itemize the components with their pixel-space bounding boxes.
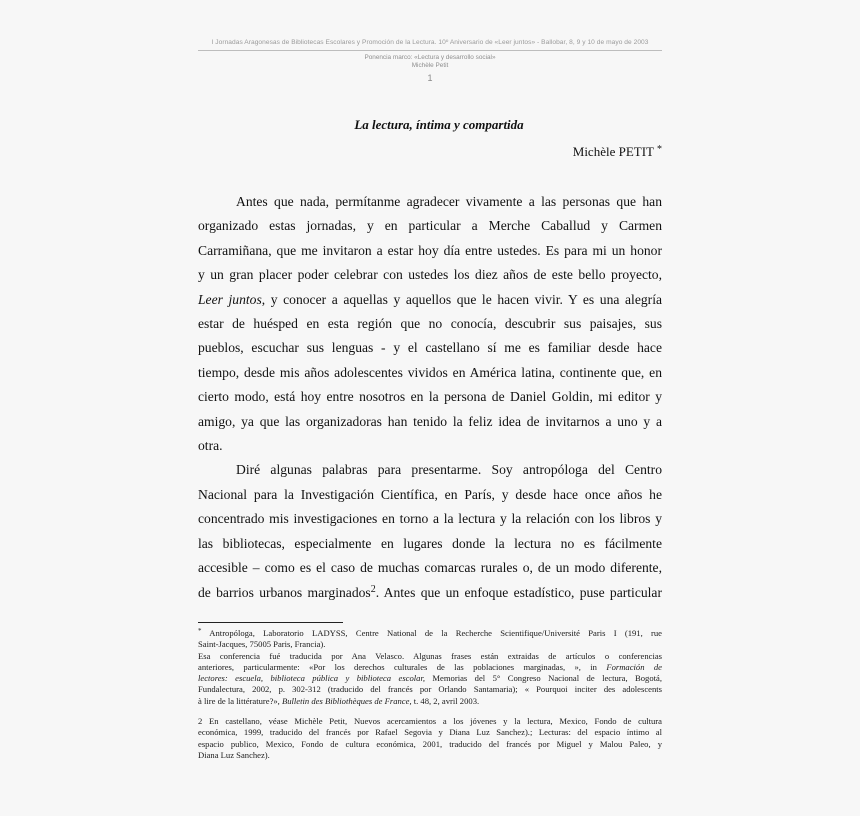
text-line: pueblos, escuchar sus lenguas - y el castellano sí me es familiar desde hace bbox=[198, 340, 662, 356]
footnote-translation bbox=[198, 651, 662, 707]
footnote-line: Saint-Jacques, 75005 Paris, Francia). bbox=[198, 639, 326, 650]
footnote-line: Esa conferencia fué traducida por Ana Velasco. Algunas frases están extraidas de artículos o conferencias bbox=[198, 650, 662, 661]
text-line: cierto modo, está hoy entre nosotros en la persona de Daniel Goldin, mi editor y bbox=[198, 389, 662, 405]
text-line: estar de huésped en esta región que no conocía, descubrir sus paisajes, sus bbox=[198, 316, 662, 332]
footnote-mark: * bbox=[198, 627, 202, 635]
footnote-line: espacio publico, Mexico, Fondo de cultura económica, 2001, traducido del francés por Miguel y Malou Paleo, y bbox=[198, 738, 662, 749]
footnote-ref-2[interactable]: 2 bbox=[370, 583, 376, 595]
text-line: otra. bbox=[198, 438, 223, 454]
text-line: Antes que nada, permítanme agradecer vivamente a las personas que han bbox=[236, 194, 662, 209]
author-name: Michèle PETIT bbox=[572, 144, 654, 159]
footnote-spacer bbox=[198, 707, 662, 716]
text-line: las bibliotecas, especialmente en lugares donde la lectura no es fácilmente bbox=[198, 535, 662, 551]
text-segment: , t. 48, 2, avril 2003. bbox=[409, 695, 480, 706]
text-line: organizado estas jornadas, y en particular a Merche Caballud y Carmen bbox=[198, 218, 662, 234]
header-author-line: Michèle Petit bbox=[411, 62, 449, 69]
footnote-line: Diana Luz Sanchez). bbox=[198, 749, 270, 760]
running-header: I Jornadas Aragonesas de Bibliotecas Escolares y Promoción de la Lectura. 10º Aniversario de «Leer juntos» - Ballobar, 8, 9 y 10 de mayo de 2003 bbox=[198, 38, 662, 51]
text-segment: . Antes que un enfoque estadístico, puse particular bbox=[375, 584, 662, 600]
author-footnote-mark[interactable]: * bbox=[657, 144, 662, 155]
text-segment: à lire de la littérature?», bbox=[198, 695, 282, 706]
paragraph-2 bbox=[198, 458, 662, 604]
footnote-line: Fundalectura, 2002, p. 302-312 (traducido del francés por Orlando Santamaria); « Pourquoi inciter des adolescents bbox=[198, 684, 662, 695]
footnote-line bbox=[198, 696, 662, 707]
text-line bbox=[198, 288, 662, 312]
document-title: La lectura, íntima y compartida bbox=[354, 117, 524, 132]
footnote-2 bbox=[198, 716, 662, 761]
text-line: amigo, ya que las organizadoras han tenido la feliz idea de invitarnos a uno y a bbox=[198, 413, 662, 429]
text-line: concentrado mis investigaciones en torno a la lectura y la relación con los libros y bbox=[198, 511, 662, 527]
journal-title-italic: Bulletin des Bibliothèques de France bbox=[281, 695, 410, 706]
page-number: 1 bbox=[427, 73, 433, 83]
body-text bbox=[198, 190, 662, 605]
book-title-italic: Formación de bbox=[606, 661, 662, 672]
text-line: tiempo, desde mis años adolescentes vividos en América latina, continente que, en bbox=[198, 364, 662, 380]
text-segment: de barrios urbanos marginados bbox=[198, 584, 371, 600]
text-segment: anteriores, particularmente: «Por los derechos culturales de las poblaciones marginadas, », in bbox=[198, 661, 607, 672]
project-name-italic: Leer juntos bbox=[198, 291, 262, 307]
text-segment: Antropóloga, Laboratorio LADYSS, Centre National de la Recherche Scientifique/Université Paris I (191, rue bbox=[201, 628, 662, 638]
text-line: Diré algunas palabras para presentarme. Soy antropóloga del Centro bbox=[236, 462, 662, 478]
book-title-italic: lectores: escuela, biblioteca pública y biblioteca escolar, bbox=[198, 673, 425, 684]
footnote-star bbox=[198, 628, 662, 651]
conference-line: Ponencia marco: «Lectura y desarrollo social» bbox=[364, 54, 496, 61]
document-author bbox=[573, 142, 662, 160]
footnote-line bbox=[198, 628, 662, 639]
text-segment: Memorias del 5° Congreso Nacional de lectura, Bogotá, bbox=[425, 673, 662, 684]
text-line: y un gran placer poder celebrar con ustedes los diez años de este bello proyecto, bbox=[198, 267, 662, 283]
footnote-line bbox=[198, 673, 662, 684]
footnote-line: 2 En castellano, véase Michèle Petit, Nuevos acercamientos a los jóvenes y la lectura, Mexico, Fondo de cultura bbox=[198, 716, 662, 727]
text-line: accesible – como es el caso de muchas comarcas rurales o, de un modo diferente, bbox=[198, 560, 662, 576]
document-page bbox=[198, 38, 662, 760]
text-segment: , y conocer a aquellas y aquellos que le hacen vivir. Y es una alegría bbox=[261, 291, 662, 307]
paragraph-1 bbox=[198, 190, 662, 458]
footnote-divider bbox=[198, 622, 343, 623]
text-line: Carramiñana, que me invitaron a estar hoy día entre ustedes. Es para mi un honor bbox=[198, 242, 662, 258]
footnotes bbox=[198, 628, 662, 761]
footnote-line: económica, 1999, traducido del francés por Rafael Segovia y Diana Luz Sanchez).; Lecturas: del espacio íntimo al bbox=[198, 727, 662, 738]
footnote-line bbox=[198, 662, 662, 673]
text-line bbox=[198, 581, 662, 605]
text-line: Nacional para la Investigación Científica, en París, y desde hace once años he bbox=[198, 486, 662, 502]
